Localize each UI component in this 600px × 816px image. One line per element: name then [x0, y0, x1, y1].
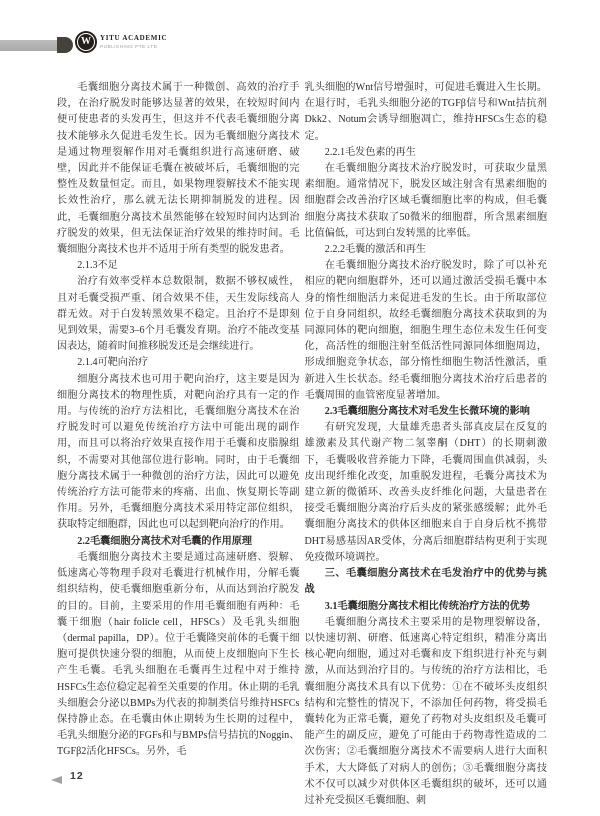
article-body	[57, 80, 547, 809]
section-heading: 2.2.2毛囊的激活和再生	[324, 244, 427, 256]
paragraph: 毛囊细胞分离技术主要采用的是物理裂解设备，以快速切割、研磨、低速离心特定组织，精准分离出核心靶向细胞，通过对毛囊和皮下组织进行补充与刺激，从而达到治疗目的。与传统的治疗方法相比，毛囊细胞分离技术具有以下优势：①在不破坏头皮组织结构和完整性的情况下，不添加任何药物，将受损毛囊转化为正常毛囊，避免了药物对头皮组织及毛囊可能产生的副反应，避免了可能由于药物毒性造成的二次伤害；②毛囊细胞分离技术不需要病人进行大面积手术，大大降低了对病人的创伤；③毛囊细胞分离技术不仅可以减少对供体区毛囊组织的破坏，还可以通过补充受损区毛囊细胞、刺	[304, 616, 547, 806]
page-footer-arrow-icon	[51, 776, 62, 784]
paragraph: 乳头细胞的Wnt信号增强时，可促进毛囊进入生长期。在退行时，毛乳头细胞分泌的TGFβ信号和Wnt拮抗剂Dkk2、Notum会诱导细胞凋亡，维持HFSCs生态的稳定。	[304, 82, 547, 142]
logo-monogram: W	[77, 33, 95, 51]
paragraph: 在毛囊细胞分离技术治疗脱发时，可获取少量黑素细胞。通常情况下，脱发区域注射含有黑素细胞的细胞群会改善治疗区域毛囊细胞比率的构成，但毛囊细胞分离技术获取了50微米的细胞群，所含黑素细胞比值偏低，可达到白发转黑的比率低。	[304, 163, 547, 239]
header-tab-bar	[0, 40, 57, 51]
paragraph: 有研究发现，大量雄秃患者头部真皮层在反复的雄激素及其代谢产物二氢睾酮（DHT）的长期刺激下，毛囊吸收营养能力下降，毛囊周围血供减弱，头皮出现纤维化改变，加重脱发进程，毛囊分离技术为建立新的微循环、改善头皮纤维化问题，大量患者在接受毛囊细胞分离治疗后头皮的紧张感缓解；此外毛囊细胞分离技术的供体区细胞来自于自身后枕不携带DHT易感基因AR受体，分离后细胞群结构更利于实现免疫微环境调控。	[304, 422, 547, 563]
publisher-logo-icon	[75, 31, 97, 53]
section-heading: 2.3毛囊细胞分离技术对毛发生长微环境的影响	[324, 406, 530, 418]
text-column-left	[57, 80, 300, 809]
publisher-text-block	[100, 34, 167, 49]
paragraph: 在毛囊细胞分离技术治疗脱发时，除了可以补充相应的靶向细胞群外，还可以通过激活受损毛囊中本身的惰性细胞活力来促进毛发的生长。由于所取部位位于自身同组织，故经毛囊细胞分离技术获取到的为同源同体的靶向细胞，细胞生理生态位未发生任何变化，高活性的细胞注射至低活性同源同体细胞周边，形成细胞竞争状态，部分惰性细胞生物活性激活，重新进入生长状态。经毛囊细胞分离技术治疗后患者的毛囊周围的血管密度显著增加。	[304, 260, 547, 401]
section-heading: 2.1.3不足	[77, 260, 118, 272]
paragraph: 治疗有效率受样本总数限制，数据不够权威性，且对毛囊受损严重、闭合效果不佳，天生发际线高人群无效。对于白发转黑效果不稳定。且治疗不是即刻见到效果，需要3–6个月毛囊发育期。治疗不能改变基因表达，随着时间推移脱发还是会继续进行。	[57, 276, 300, 353]
header-tab-end	[57, 37, 73, 53]
section-heading: 2.2.1毛发色素的再生	[324, 146, 416, 158]
page-number: 12	[70, 770, 84, 782]
section-heading: 2.2毛囊细胞分离技术对毛囊的作用原理	[77, 535, 252, 547]
section-heading: 3.1毛囊细胞分离技术相比传统治疗方法的优势	[324, 600, 530, 612]
publisher-subtitle: PUBLISHING PTE LTD	[100, 43, 158, 49]
paragraph: 毛囊细胞分离技术主要是通过高速研磨、裂解、低速离心等物理手段对毛囊进行机械作用，分解毛囊组织结构，使毛囊细胞重新分布，从而达到治疗脱发的目的。目前，主要采用的作用毛囊细胞有两种：毛囊干细胞（hair folicle cell，HFSCs）及毛乳头细胞（dermal papilla，DP）。位于毛囊隆突前体的毛囊干细胞可提供快速分裂的细胞，从而使上皮细胞向下生长产生毛囊。毛乳头细胞在毛囊再生过程中对于维持HSFCs生态位稳定起着至关重要的作用。休止期的毛乳头细胞会分泌以BMPs为代表的抑制类信号维持HSFCs保持静止态。在毛囊由休止期转为生长期的过程中，毛乳头细胞分泌的FGFs和与BMPs信号拮抗的Noggin、TGFβ2活化HFSCs。另外，毛	[57, 551, 300, 758]
text-column-right	[305, 80, 548, 809]
section-heading: 2.1.4可靶向治疗	[77, 357, 149, 369]
publisher-name: YITU ACADEMIC	[100, 34, 168, 42]
paragraph: 细胞分离技术也可用于靶向治疗，这主要是因为细胞分离技术的物理性质，对靶向治疗具有一定的作用。与传统的治疗方法相比，毛囊细胞分离技术在治疗脱发时可以避免传统治疗方法中可能出现的副作用，而且可以将治疗效果直接作用于毛囊和皮脂腺组织，不需要对其他部位进行影响。同时，由于毛囊细胞分离技术属于一种微创的治疗方法，因此可以避免传统治疗方法可能带来的疼痛、出血、恢复期长等副作用。另外，毛囊细胞分离技术采用特定部位组织，获取特定细胞群，因此也可以起到靶向治疗的作用。	[57, 373, 300, 531]
section-heading: 三、毛囊细胞分离技术在毛发治疗中的优势与挑战	[304, 568, 547, 596]
paragraph: 毛囊细胞分离技术属于一种微创、高效的治疗手段，在治疗脱发时能够达显著的效果，在较短时间内便可使患者的头发再生，但这并不代表毛囊细胞分离技术能够永久促进毛发生长。因为毛囊细胞分离技术是通过物理裂解作用对毛囊组织进行高速研磨、破壁，因此并不能保证毛囊在被破坏后，毛囊细胞的完整性及数量恒定。而且，如果物理裂解技术不能实现长效性治疗，那么就无法长期抑制脱发的进程。因此，毛囊细胞分离技术虽然能够在较短时间内达到治疗脱发的效果，但无法保证治疗效果的维持时间。毛囊细胞分离技术也并不适用于所有类型的脱发患者。	[57, 82, 300, 256]
